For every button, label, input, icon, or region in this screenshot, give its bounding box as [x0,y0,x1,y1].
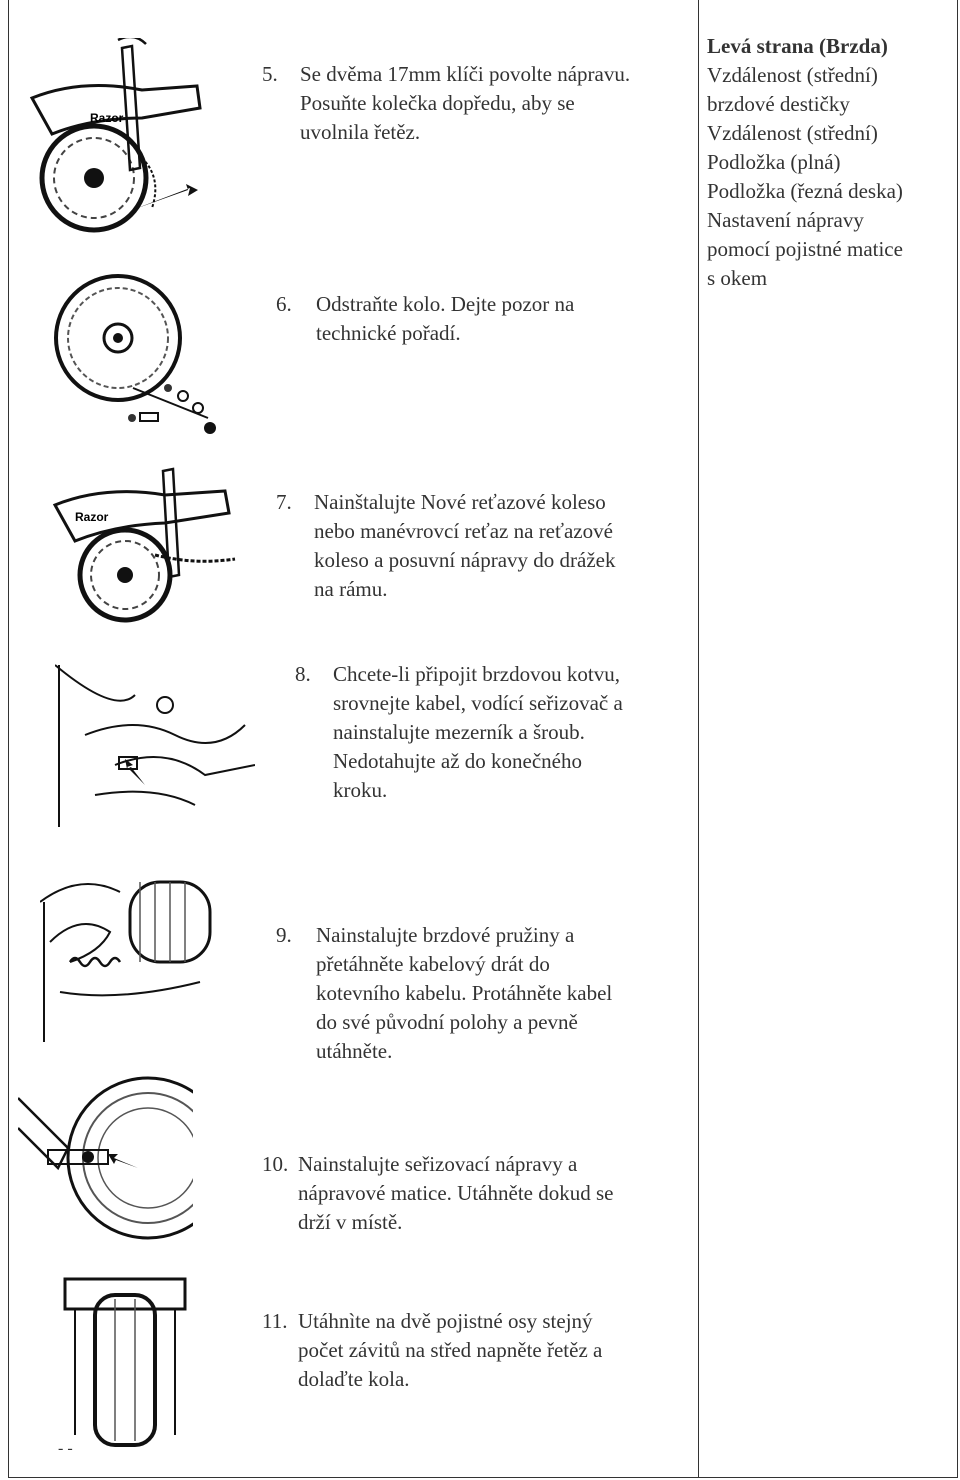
step-number: 5. [262,62,278,86]
step-number: 9. [276,923,292,947]
sidebar-line: pomocí pojistné matice [707,237,903,261]
sidebar-line: brzdové destičky [707,92,850,116]
step-text: Nainstalujte brzdové pružiny a přetáhněte kabelový drát do kotevního kabelu. Protáhněte kabel do své původní polohy a pevně utáhněte. [316,923,613,1063]
step-text: Chcete-li připojit brzdovou kotvu, srovnejte kabel, vodící seřizovač a nainstalujte mezerník a šroub. Nedotahujte až do konečného kroku. [333,662,623,802]
step-number: 6. [276,292,292,316]
step-number: 8. [295,662,311,686]
illustration-step-6 [48,268,228,438]
sidebar-line: Vzdálenost (střední) [707,121,878,145]
step-text: Nainstalujte seřizovací nápravy a nápravové matice. Utáhněte dokud se drží v místě. [298,1152,614,1234]
step-text: Se dvěma 17mm klíči povolte nápravu. Posuňte kolečka dopředu, aby se uvolnila řetěz. [300,62,631,144]
sidebar-line: Nastavení nápravy [707,208,864,232]
step-text: Nainštalujte Nové reťazové koleso nebo manévrovcí reťaz na reťazové koleso a posuvní nápravy do drážek na rámu. [314,490,616,601]
step-text: Utáhnìte na dvě pojistné osy stejný počet závitů na střed napněte řetěz a dolaďte kola. [298,1309,603,1391]
step-number: 7. [276,490,292,514]
illustration-step-5 [22,38,212,238]
page-footer: - - [58,1440,73,1457]
sidebar-notes [707,32,952,293]
sidebar-line: Vzdálenost (střední) [707,63,878,87]
logo-text: Razor [75,510,109,524]
illustration-step-10 [18,1068,193,1248]
sidebar-line: Podložka (řezná deska) [707,179,903,203]
sidebar-line: Podložka (plná) [707,150,841,174]
step-number: 10. [262,1152,289,1176]
step-number: 11. [262,1309,288,1333]
column-divider [698,0,699,1478]
illustration-step-8 [55,655,255,830]
illustration-step-7 [45,465,245,625]
illustration-step-11 [55,1275,195,1455]
illustration-step-9 [40,862,220,1042]
sidebar-line: s okem [707,266,768,290]
step-text: Odstraňte kolo. Dejte pozor na technické pořadí. [316,292,575,345]
sidebar-heading: Levá strana (Brzda) [707,34,888,58]
logo-text: Razor [90,111,124,125]
